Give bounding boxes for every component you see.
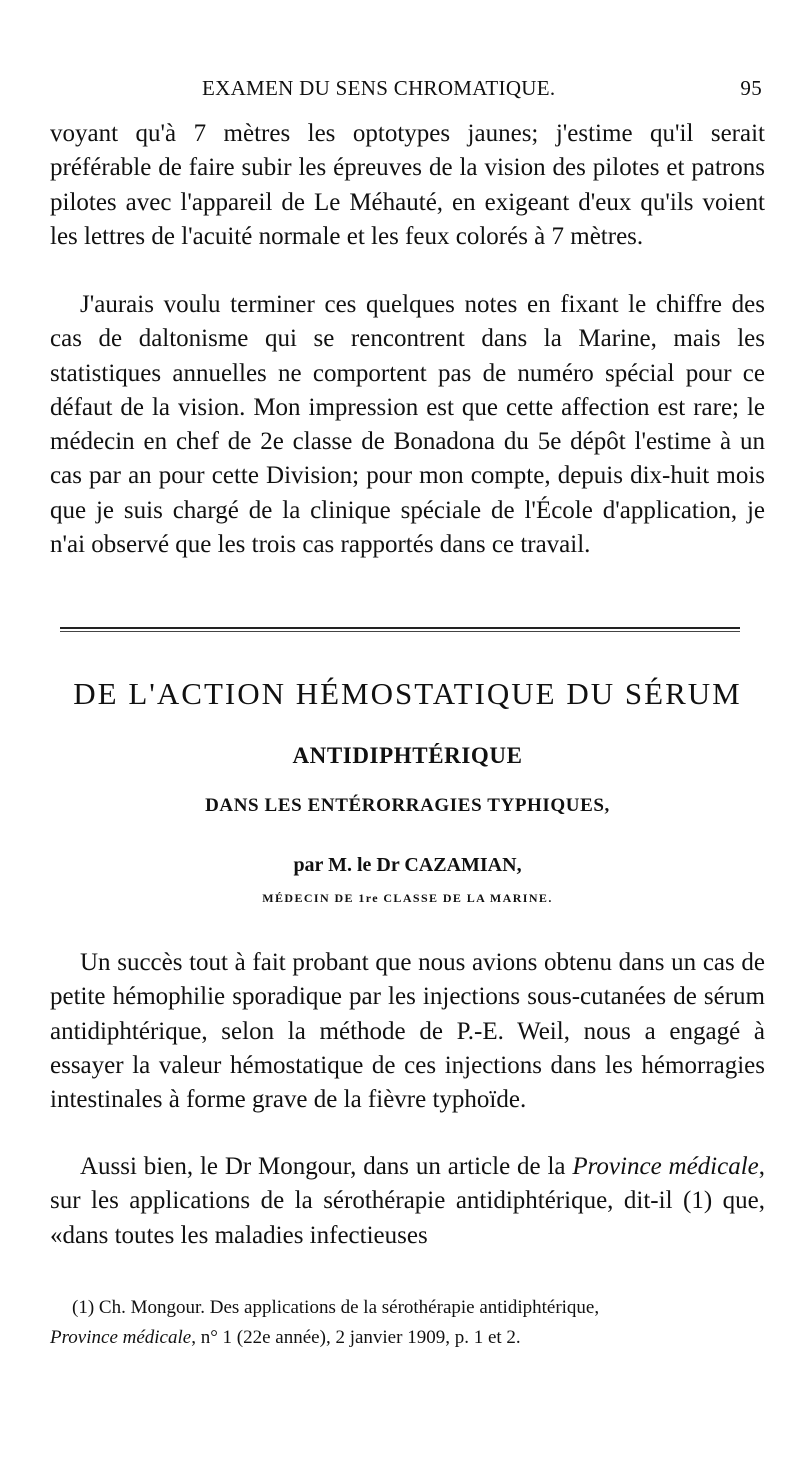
- section-divider: [60, 627, 740, 629]
- paragraph-4-journal: Province médicale: [572, 1153, 759, 1180]
- paragraph-4-text-b: , sur les applications de la sérothérapie antidiphtérique, dit-il (1) que, «dans toutes les maladies infectieuses: [50, 1153, 765, 1249]
- footnote-line-2: [50, 1323, 766, 1353]
- paragraph-3: Un succès tout à fait probant que nous avions obtenu dans un cas de petite hémophilie sporadique par les injections sous-cutanées de sérum antidiphtérique, selon la méthode de P.-E. Weil, nous a engagé à essayer la valeur hémostatique de ces injections dans les hémorragies intestinales à forme grave de la fièvre typhoïde.: [50, 949, 765, 1114]
- paragraph-2: J'aurais voulu terminer ces quelques notes en fixant le chiffre des cas de daltonisme qui se rencontrent dans la Marine, mais les statistiques annuelles ne comportent pas de numéro spécial pour ce défaut de la vision. Mon impression est que cette affection est rare; le médecin en chef de 2e classe de Bonadona du 5e dépôt l'estime à un cas par an pour cette Division; pour mon compte, depuis dix-huit mois que je suis chargé de la clinique spéciale de l'École d'application, je n'ai observé que les trois cas rapportés dans ce travail.: [50, 291, 765, 559]
- footnote-citation: , n° 1 (22e année), 2 janvier 1909, p. 1 et 2.: [191, 1327, 521, 1348]
- header-title: EXAMEN DU SENS CHROMATIQUE.: [202, 76, 556, 100]
- paragraph-1: voyant qu'à 7 mètres les optotypes jaunes; j'estime qu'il serait préférable de faire subir les épreuves de la vision des pilotes et patrons pilotes avec l'appareil de Le Méhauté, en exigeant d'eux qu'ils voient les lettres de l'acuité normale et les feux colorés à 7 mètres.: [50, 120, 765, 250]
- article-title-line-1: DE L'ACTION HÉMOSTATIQUE DU SÉRUM: [73, 676, 742, 711]
- author-rank: MÉDECIN DE 1re CLASSE DE LA MARINE.: [262, 891, 553, 905]
- article-title-line-2: ANTIDIPHTÉRIQUE: [292, 743, 523, 768]
- article-title-line-3: DANS LES ENTÉRORRAGIES TYPHIQUES,: [205, 795, 610, 816]
- paragraph-4: [50, 1150, 765, 1253]
- page-number: 95: [740, 76, 762, 100]
- section-divider-thin: [60, 631, 740, 632]
- running-header: [50, 70, 762, 110]
- paragraph-4-text-a: Aussi bien, le Dr Mongour, dans un article de la: [80, 1153, 573, 1180]
- footnote-line-1: (1) Ch. Mongour. Des applications de la sérothérapie antidiphtérique,: [72, 1297, 600, 1318]
- article-author: par M. le Dr CAZAMIAN,: [293, 854, 522, 876]
- footnote-journal: Province médicale: [50, 1327, 192, 1348]
